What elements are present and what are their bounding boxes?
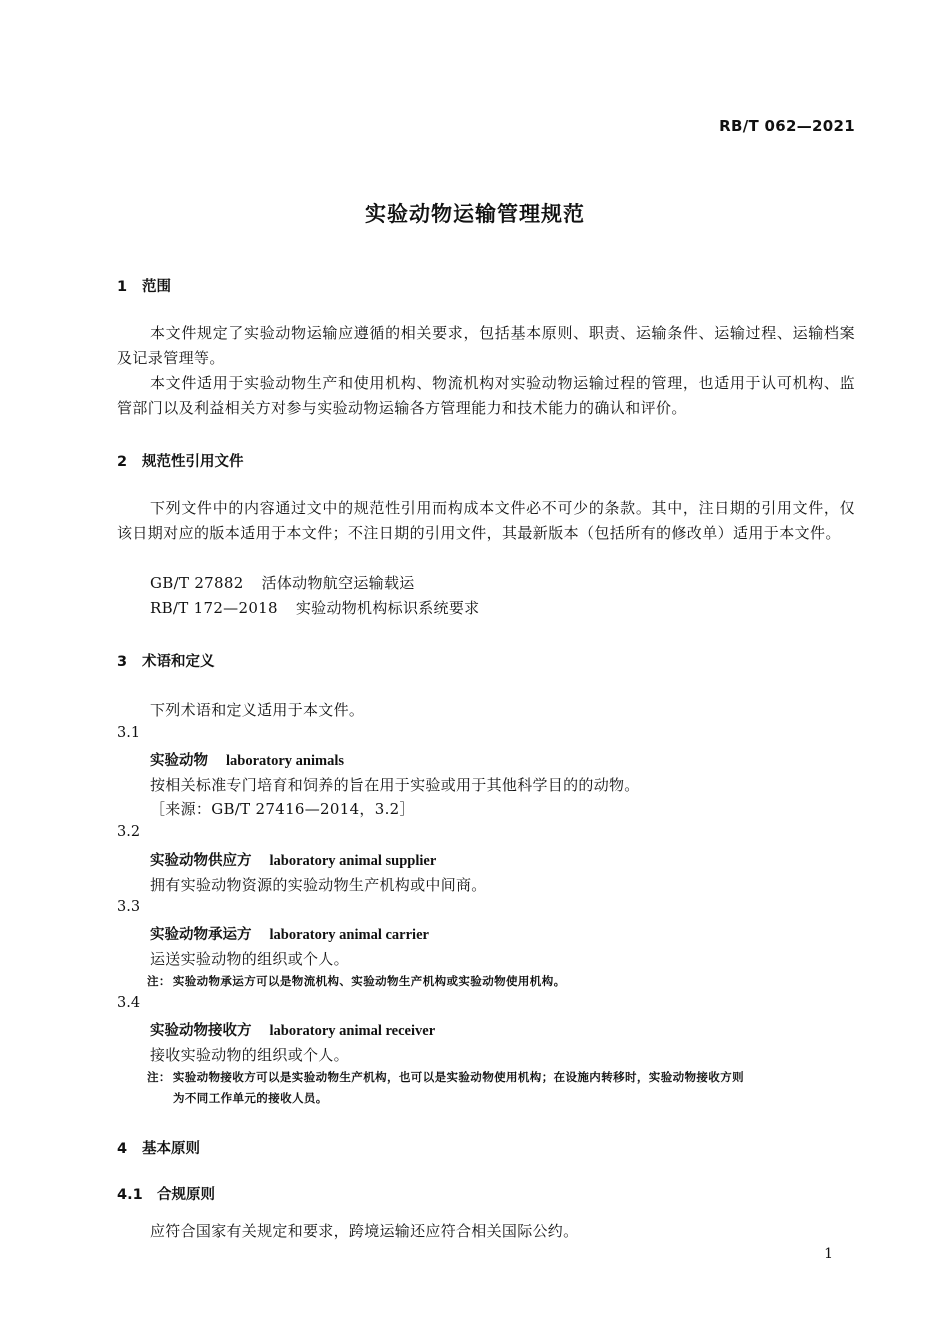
term-definition: 拥有实验动物资源的实验动物生产机构或中间商。 [150, 876, 487, 894]
section-title: 规范性引用文件 [142, 454, 244, 470]
section-number: 4 [117, 1141, 128, 1157]
reference-item [150, 597, 479, 618]
section-4-heading [117, 1137, 200, 1158]
document-title: 实验动物运输管理规范 [365, 202, 585, 226]
term-en: laboratory animal receiver [269, 1023, 436, 1039]
section-title: 范围 [142, 279, 171, 295]
section-3-heading [117, 650, 215, 671]
subsection-title: 合规原则 [157, 1187, 215, 1203]
term-number: 3.2 [117, 824, 141, 840]
term-number: 3.1 [117, 725, 141, 741]
reference-name: 实验动物机构标识系统要求 [295, 599, 480, 617]
standard-code: RB/T 062—2021 [719, 117, 855, 135]
reference-code: RB/T 172—2018 [150, 599, 278, 617]
section-number: 3 [117, 654, 128, 670]
term-definition: 运送实验动物的组织或个人。 [150, 950, 349, 968]
term-zh: 实验动物 [150, 753, 208, 769]
term-note [147, 1067, 855, 1109]
page-number: 1 [824, 1246, 833, 1262]
normative-references-paragraph: 下列文件中的内容通过文中的规范性引用而构成本文件必不可少的条款。其中，注日期的引用文件，仅该日期对应的版本适用于本文件；不注日期的引用文件，其最新版本（包括所有的修改单）适用于本文件。 [117, 499, 855, 542]
subsection-4-1-heading [117, 1183, 215, 1204]
term-zh: 实验动物接收方 [150, 1023, 252, 1039]
term-definition: 按相关标准专门培育和饲养的旨在用于实验或用于其他科学目的的动物。 [150, 776, 640, 794]
term-zh: 实验动物供应方 [150, 853, 252, 869]
term-entry [150, 923, 429, 944]
term-zh: 实验动物承运方 [150, 927, 252, 943]
section-number: 1 [117, 279, 128, 295]
note-text: 实验动物承运方可以是物流机构、实验动物生产机构或实验动物使用机构。 [172, 974, 566, 988]
term-source: ［来源：GB/T 27416—2014，3.2］ [150, 800, 415, 818]
term-entry [150, 749, 344, 770]
term-number: 3.4 [117, 995, 141, 1011]
term-en: laboratory animals [226, 753, 345, 769]
compliance-paragraph: 应符合国家有关规定和要求，跨境运输还应符合相关国际公约。 [150, 1222, 579, 1240]
section-2-heading [117, 450, 244, 471]
reference-code: GB/T 27882 [150, 574, 244, 592]
note-text-line-1: 实验动物接收方可以是实验动物生产机构，也可以是实验动物使用机构；在设施内转移时，实验动物接收方则 [172, 1070, 745, 1084]
term-en: laboratory animal carrier [269, 927, 429, 943]
section-title: 基本原则 [142, 1141, 200, 1157]
scope-paragraph-1: 本文件规定了实验动物运输应遵循的相关要求，包括基本原则、职责、运输条件、运输过程、运输档案及记录管理等。 [117, 324, 855, 367]
note-text-line-2: 为不同工作单元的接收人员。 [173, 1091, 328, 1105]
term-entry [150, 1019, 435, 1040]
terms-intro: 下列术语和定义适用于本文件。 [150, 701, 365, 719]
reference-name: 活体动物航空运输载运 [261, 574, 415, 592]
term-note [147, 971, 855, 992]
term-en: laboratory animal supplier [269, 853, 437, 869]
reference-item [150, 572, 415, 593]
note-label: 注： [147, 974, 171, 988]
subsection-number: 4.1 [117, 1187, 143, 1203]
note-label: 注： [147, 1070, 171, 1084]
section-1-heading [117, 275, 171, 296]
term-definition: 接收实验动物的组织或个人。 [150, 1046, 349, 1064]
section-number: 2 [117, 454, 128, 470]
term-number: 3.3 [117, 899, 141, 915]
scope-paragraph-2: 本文件适用于实验动物生产和使用机构、物流机构对实验动物运输过程的管理，也适用于认可机构、监管部门以及利益相关方对参与实验动物运输各方管理能力和技术能力的确认和评价。 [117, 374, 855, 417]
term-entry [150, 849, 436, 870]
section-title: 术语和定义 [142, 654, 215, 670]
